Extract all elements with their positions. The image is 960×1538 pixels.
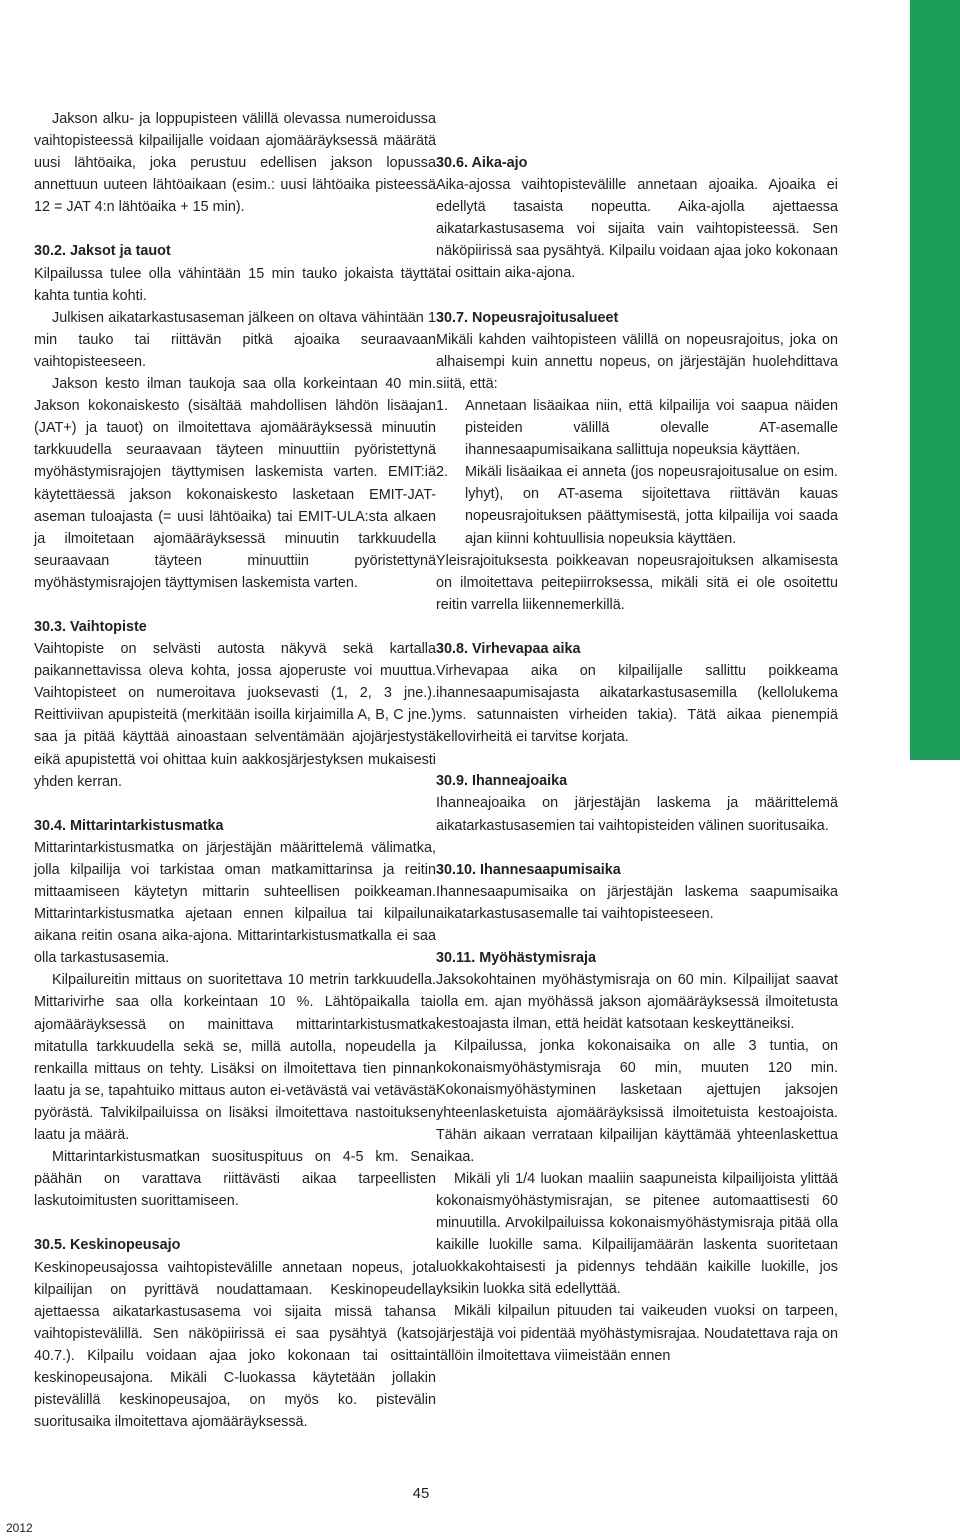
numbered-list [436, 395, 838, 550]
section-heading: 30.7. Nopeusrajoitusalueet [436, 309, 619, 326]
paragraph: Jakson kesto ilman taukoja saa olla korkeintaan 40 min. Jakson kokonaiskesto (sisältää mahdollisen lähdön lisäajan (JAT+) ja tauot) on ilmoitettava ajomääräyksessä minuutin tarkkuudella seuraavaan täyteen minuuttiin pyöristettynä myöhästymisrajojen täyttymisen laskemista varten. EMIT:iä käytettäessä jakson kokonaiskesto lasketaan EMIT-JAT-aseman tuloajasta (= uusi lähtöaika) tai EMIT-ULA:sta alkaen ja ilmoitetaan ajomääräyksessä minuutin tarkkuudella seuraavaan täyteen minuuttiin pyöristettynä myöhästymisrajojen täyttymisen laskemista varten. [34, 376, 436, 591]
page-number: 45 [412, 1485, 430, 1502]
paragraph: Ihanneajoaika on järjestäjän laskema ja määrittelemä aikatarkastusasemien tai vaihtopisteiden välinen suoritusaika. [436, 795, 838, 834]
section-30-7 [436, 307, 838, 616]
section-heading: 30.6. Aika-ajo [436, 155, 528, 171]
section-heading: 30.4. Mittarintarkistusmatka [34, 817, 224, 834]
left-column [34, 108, 436, 1433]
section-30-5 [34, 1234, 436, 1433]
list-item [436, 395, 838, 461]
section-heading: 30.9. Ihanneajoaika [436, 773, 568, 790]
paragraph: Keskinopeusajossa vaihtopistevälille annetaan nopeus, jota kilpailijan on pyrittävä noudattamaan. Keskinopeudella ajettaessa aikatarkastusasema voi sijaita missä tahansa vaihtopistevälillä. Sen näköpiirissä ei saa pysähtyä (katso 40.7.). Kilpailu voidaan ajaa joko kokonaan tai osittain keskinopeusajona. Mikäli C-luokassa käytetään jollakin pistevälillä keskinopeusajoa, on myös ko. pistevälin suoritusaika ilmoitettava ajomääräyksessä. [34, 1259, 436, 1431]
paragraph: Mikäli kahden vaihtopisteen välillä on nopeusrajoitus, joka on alhaisempi kuin annettu nopeus, on järjestäjän huolehdittava siitä, että: [436, 331, 838, 392]
paragraph: Mikäli kilpailun pituuden tai vaikeuden vuoksi on tarpeen, järjestäjä voi pidentää myöhästymisrajaa. Noudatettava raja on tällöin ilmoitettava viimeistään ennen [436, 1303, 838, 1364]
paragraph: Mittarintarkistusmatka on järjestäjän määrittelemä välimatka, jolla kilpailija voi tarkistaa oman matkamittarinsa ja reitin mittaamiseen käytetyn mittarin suhteellisen poikkeaman. Mittarintarkistusmatka ajetaan ennen kilpailua tai kilpailun aikana reitin osana aika-ajona. Mittarintarkistusmatkalla ei saa olla tarkastusasemia. [34, 839, 436, 967]
list-item [436, 461, 838, 549]
footer-year: 2012 [6, 1521, 33, 1535]
section-30-8 [436, 638, 838, 748]
paragraph: Yleisrajoituksesta poikkeavan nopeusrajoituksen alkamisesta on ilmoitettava peitepiirroksessa, mikäli sitä ei ole osoitettu reitin varrella liikennemerkillä. [436, 552, 838, 613]
paragraph: Jaksokohtainen myöhästymisraja on 60 min. Kilpailijat saavat olla em. ajan myöhässä jakson ajomääräyksessä ilmoitetusta kestoajasta ilman, että heidät katsotaan keskeyttäneiksi. [436, 972, 838, 1033]
section-30-10 [436, 859, 838, 925]
section-heading: 30.2. Jaksot ja tauot [34, 243, 171, 260]
paragraph: Vaihtopiste on selvästi autosta näkyvä sekä kartalla paikannettavissa oleva kohta, jossa ajoperuste voi muuttua. Vaihtopisteet on numeroitava juoksevasti (1, 2, 3 jne.). Reittiviivan apupisteitä (merkitään isoilla kirjaimilla A, B, C jne.) saa ja pitää käyttää ainoastaan selventämään ajojärjestystä eikä apupistettä voi ohittaa kuin aakkosjärjestyksen mukaisesti yhden kerran. [34, 641, 436, 790]
section-heading: 30.11. Myöhästymisraja [436, 949, 596, 966]
paragraph: Kilpailussa tulee olla vähintään 15 min tauko jokaista täyttä kahta tuntia kohti. [34, 265, 436, 304]
paragraph: Julkisen aikatarkastusaseman jälkeen on oltava vähintään 1 min tauko tai riittävän pitkä ajoaika seuraavaan vaihtopisteeseen. [34, 309, 436, 370]
list-item-number: 1. [436, 397, 449, 414]
list-item-text: Annetaan lisäaikaa niin, että kilpailija voi saapua näiden pisteiden välillä olevalle AT-asemalle ihannesaapumisaikana sallittuja nopeuksia käyttäen. [465, 397, 838, 459]
intro-paragraph: Jakson alku- ja loppupisteen välillä olevassa numeroidussa vaihtopisteessä kilpailijalle voidaan ajomääräyksessä määrätä uusi lähtöaika, joka perustuu edellisen jakson lopussa annettuun uuteen lähtöaikaan (esim.: uusi lähtöaika pisteessä 12 = JAT 4:n lähtöaika + 15 min). [34, 111, 436, 216]
section-30-9 [436, 770, 838, 836]
section-30-2 [34, 240, 436, 594]
paragraph: Kilpailussa, jonka kokonaisaika on alle 3 tuntia, on kokonaismyöhästymisraja 60 min, muuten 120 min. Kokonaismyöhästyminen lasketaan ajettujen jaksojen yhteenlasketuista ajomääräyksissä ilmoitetuista kestoajoista. Tähän aikaan verrataan kilpailijan käyttämää yhteenlaskettua aikaa. [436, 1038, 838, 1165]
section-30-3 [34, 616, 436, 793]
paragraph: Mikäli yli 1/4 luokan maaliin saapuneista kilpailijoista ylittää kokonaismyöhästymisrajan, se pitenee automaattisesti 60 minuutilla. Arvokilpailuissa kokonaismyöhästymisraja pitää olla kaikille luokille sama. Kilpailijamäärän laskenta suoritetaan luokkakohtaisesti ja pidennys tehdään kaikille luokille, jos yksikin luokka sitä edellyttää. [436, 1170, 838, 1298]
paragraph: Aika-ajossa vaihtopistevälille annetaan ajoaika. Ajoaika ei edellytä tasaista nopeutta. Aika-ajolla ajettaessa aikatarkastusasema voi sijaita vain vaihtopisteessä. Sen näköpiirissä saa pysähtyä. Kilpailu voidaan ajaa joko kokonaan tai osittain aika-ajona. [436, 177, 838, 282]
paragraph: Mittarintarkistusmatkan suosituspituus on 4-5 km. Sen päähän on varattava riittävästi aikaa tarpeellisten laskutoimitusten suorittamiseen. [34, 1149, 436, 1210]
section-heading: 30.3. Vaihtopiste [34, 618, 147, 635]
paragraph: Kilpailureitin mittaus on suoritettava 10 metrin tarkkuudella. Mittarivirhe saa olla korkeintaan 10 %. Lähtöpaikalla tai ajomääräyksessä on mainittava mittarintarkistusmatka mitatulla tarkkuudella sekä se, millä autolla, nopeudella ja renkailla mittaus on tehty. Lisäksi on ilmoitettava tien pinnan laatu ja se, tapahtuiko mittaus auton ei-vetävästä vai vetävästä pyörästä. Talvikilpailuissa on lisäksi ilmoitettava nastoituksen laatu ja määrä. [34, 972, 436, 1144]
paragraph: Ihannesaapumisaika on järjestäjän laskema saapumisaika aikatarkastusasemalle tai vaihtopisteeseen. [436, 883, 838, 922]
section-heading: 30.10. Ihannesaapumisaika [436, 861, 621, 878]
right-column [436, 152, 838, 1367]
paragraph: Virhevapaa aika on kilpailijalle sallittu poikkeama ihannesaapumisajasta aikatarkastusasemilla (kellolukema yms. satunnaisten virheiden takia). Tätä aikaa pienempiä kellovirheitä ei tarvitse korjata. [436, 662, 838, 746]
section-30-6 [436, 152, 838, 285]
section-heading: 30.5. Keskinopeusajo [34, 1237, 181, 1254]
list-item-number: 2. [436, 464, 449, 481]
section-30-4 [34, 815, 436, 1213]
section-30-11 [436, 947, 838, 1367]
section-color-tab [910, 0, 960, 760]
list-item-text: Mikäli lisäaikaa ei anneta (jos nopeusrajoitusalue on esim. lyhyt), on AT-asema sijoitettava riittävän kauas nopeusrajoituksen päättymisestä, jotta kilpailija voi saada ajan kiinni kohtuullisia nopeuksia käyttäen. [465, 464, 838, 547]
section-heading: 30.8. Virhevapaa aika [436, 640, 581, 657]
